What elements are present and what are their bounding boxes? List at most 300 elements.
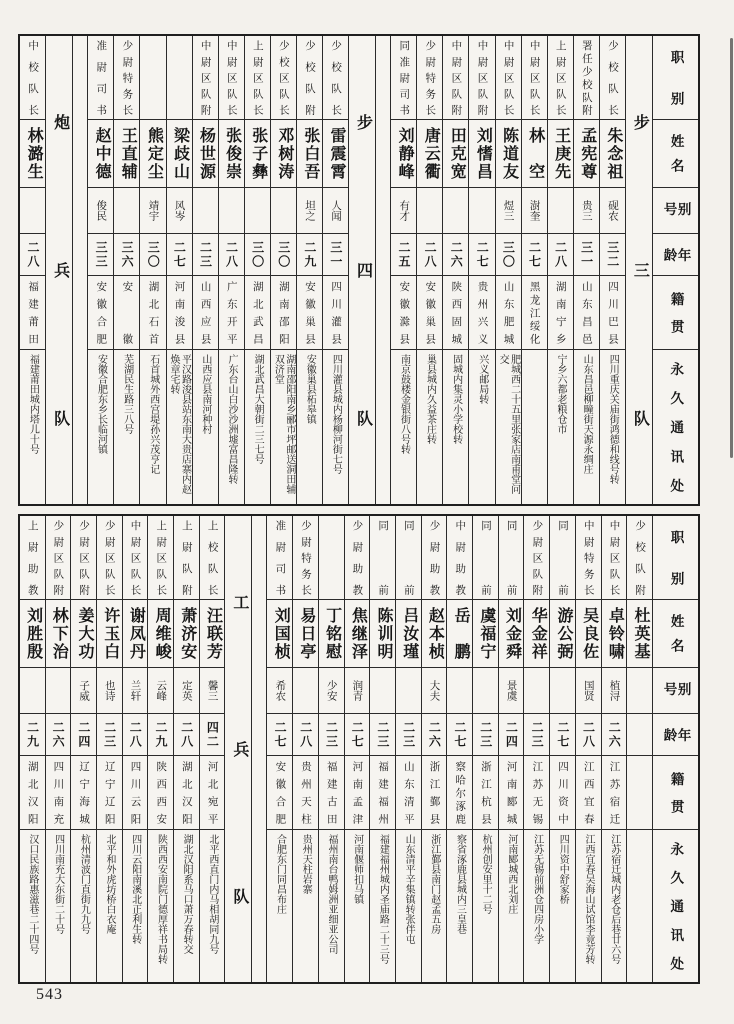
age-cell	[574, 234, 599, 276]
rank-cell	[297, 36, 322, 120]
name-cell-text: 林下治	[50, 607, 68, 660]
name-cell-text: 张子彝	[249, 127, 267, 180]
name-cell	[200, 600, 225, 668]
rank-cell-text: 准尉司书	[95, 40, 107, 115]
address-cell-text: 广东台山白沙沙洲墟富昌隆转	[225, 354, 237, 484]
rank-cell-text: 中尉区队长	[502, 40, 514, 115]
address-cell-text: 浙江鄞县南门赵孟五房	[428, 834, 440, 934]
age-cell	[20, 234, 45, 276]
origin-cell	[267, 756, 292, 830]
alias-cell	[524, 668, 549, 714]
rank-cell	[370, 516, 395, 600]
origin-cell-text: 安徽合肥	[95, 281, 107, 344]
address-cell	[627, 830, 652, 982]
alias-cell	[417, 188, 442, 234]
address-cell-text: 福建福州城内圣庙路二十三号	[377, 834, 389, 964]
name-cell	[114, 120, 139, 188]
header-label: 姓名	[668, 614, 684, 653]
person-column	[369, 516, 395, 982]
alias-cell-text: 风岑	[173, 200, 185, 221]
age-cell	[97, 714, 122, 756]
person-column	[421, 516, 447, 982]
name-cell-text: 田克宽	[448, 127, 466, 180]
age-cell-text: 二三	[102, 720, 117, 749]
age-cell-text: 二七	[172, 240, 187, 269]
age-cell-text: 二六	[449, 240, 464, 269]
origin-cell	[499, 756, 524, 830]
alias-cell-text: 兰轩	[129, 680, 141, 701]
person-column	[192, 36, 218, 504]
address-cell	[20, 830, 45, 982]
age-cell-text: 二三	[324, 720, 339, 749]
age-cell-text: 二七	[350, 720, 365, 749]
origin-cell	[496, 276, 521, 350]
name-cell-text: 王庚先	[552, 127, 570, 180]
age-cell-text: 二三	[530, 720, 545, 749]
name-cell	[46, 600, 71, 668]
age-cell-text: 二八	[128, 720, 143, 749]
header-cell	[653, 120, 698, 188]
origin-cell	[323, 276, 348, 350]
age-cell-text: 三〇	[276, 240, 291, 269]
name-cell	[123, 600, 148, 668]
field-header-column	[652, 516, 698, 982]
person-column	[442, 36, 468, 504]
name-cell-text: 刘愭昌	[474, 127, 492, 180]
person-column	[318, 516, 344, 982]
age-cell-text: 三一	[328, 240, 343, 269]
alias-cell	[245, 188, 270, 234]
origin-cell-text: 察哈尔涿鹿	[454, 761, 466, 824]
name-cell-text: 邓树涛	[275, 127, 293, 180]
name-cell	[370, 600, 395, 668]
person-column	[218, 36, 244, 504]
rank-cell-text: 中校队长	[27, 40, 39, 115]
age-cell-text: 三〇	[250, 240, 265, 269]
age-cell-text: 三一	[579, 240, 594, 269]
name-cell	[267, 600, 292, 668]
origin-cell	[123, 756, 148, 830]
address-cell-text: 四川云阳南溪北正利生转	[129, 834, 141, 944]
person-column	[498, 516, 524, 982]
address-cell-text: 安徽巢县柘皋镇	[304, 354, 316, 424]
address-cell	[550, 830, 575, 982]
origin-cell-text: 山东肥城	[502, 281, 514, 344]
age-cell	[245, 234, 270, 276]
address-cell	[245, 350, 270, 504]
rank-cell-text: 少尉区队长	[103, 520, 115, 595]
alias-cell	[219, 188, 244, 234]
address-cell-text: 江苏宿迁城内老仓后巷廿六号	[608, 834, 620, 964]
alias-cell	[123, 668, 148, 714]
age-cell	[499, 714, 524, 756]
origin-cell	[167, 276, 192, 350]
age-cell-text: 二八	[553, 240, 568, 269]
address-cell-text: 福建莆田城内塔儿十号	[27, 354, 39, 454]
origin-cell-text: 辽宁辽阳	[103, 761, 115, 824]
rank-cell-text: 同准尉司书	[398, 40, 410, 115]
age-cell	[370, 714, 395, 756]
age-cell-text: 二七	[273, 720, 288, 749]
age-cell-text: 二三	[478, 720, 493, 749]
person-column	[416, 36, 442, 504]
alias-cell	[193, 188, 218, 234]
origin-cell	[391, 276, 416, 350]
page-number: 543	[36, 986, 63, 1003]
address-cell-text: 兴义邮局转	[476, 354, 488, 404]
alias-cell	[167, 188, 192, 234]
header-label: 职别	[668, 50, 684, 105]
address-cell	[319, 830, 344, 982]
origin-cell	[370, 756, 395, 830]
name-cell	[443, 120, 468, 188]
name-cell-text: 陈道友	[500, 127, 518, 180]
name-cell-text: 刘静峰	[396, 127, 414, 180]
age-cell-text: 二九	[153, 720, 168, 749]
origin-cell	[97, 756, 122, 830]
age-cell	[267, 714, 292, 756]
rank-cell-text: 上校队长	[206, 520, 218, 595]
person-column	[495, 36, 521, 504]
origin-cell	[114, 276, 139, 350]
person-column	[468, 36, 494, 504]
header-cell	[653, 668, 698, 714]
person-column	[199, 516, 225, 982]
age-cell	[447, 714, 472, 756]
name-cell-text: 陈训明	[375, 607, 393, 660]
address-cell-text: 湖北汉阳系马口萧万春转交	[181, 834, 193, 954]
age-cell-text: 三三	[94, 240, 109, 269]
header-cell	[653, 516, 698, 600]
address-cell	[174, 830, 199, 982]
address-cell	[422, 830, 447, 982]
origin-cell-text: 四川灌县	[330, 281, 342, 344]
address-cell	[443, 350, 468, 504]
name-cell-text: 唐云衢	[422, 127, 440, 180]
person-column	[446, 516, 472, 982]
alias-cell-text: 植浔	[608, 680, 620, 701]
origin-cell-text: 福建福州	[377, 761, 389, 824]
rank-cell	[600, 36, 625, 120]
alias-cell	[600, 188, 625, 234]
origin-cell	[174, 756, 199, 830]
age-cell	[46, 714, 71, 756]
name-cell	[422, 600, 447, 668]
section-label-column	[45, 36, 72, 504]
address-cell	[576, 830, 601, 982]
address-cell	[293, 830, 318, 982]
rank-cell	[574, 36, 599, 120]
name-cell-text: 张俊崇	[223, 127, 241, 180]
address-cell	[271, 350, 296, 504]
alias-cell-text: 坦之	[304, 200, 316, 221]
name-cell	[600, 120, 625, 188]
age-cell-text: 三〇	[146, 240, 161, 269]
alias-cell	[522, 188, 547, 234]
origin-cell-text: 河南孟津	[351, 761, 363, 824]
alias-cell	[140, 188, 165, 234]
age-cell-text: 二六	[51, 720, 66, 749]
rank-cell	[293, 516, 318, 600]
alias-cell	[548, 188, 573, 234]
address-cell-text: 北平西直门内马相胡同九号	[206, 834, 218, 954]
alias-cell	[114, 188, 139, 234]
person-column	[244, 36, 270, 504]
rank-cell	[20, 516, 45, 600]
alias-cell	[396, 668, 421, 714]
alias-cell	[496, 188, 521, 234]
origin-cell-text: 黑龙江绥化	[528, 281, 540, 344]
origin-cell	[600, 276, 625, 350]
origin-cell-text: 安徽巢县	[424, 281, 436, 344]
address-cell-text: 四川灌县城内杨柳河街七号	[330, 354, 342, 474]
age-cell-text: 二七	[453, 720, 468, 749]
origin-cell	[293, 756, 318, 830]
alias-cell	[20, 188, 45, 234]
address-cell	[323, 350, 348, 504]
age-cell-text: 二八	[224, 240, 239, 269]
rank-cell	[524, 516, 549, 600]
address-cell-text: 固城内集灵小学校转	[450, 354, 462, 444]
address-cell	[524, 830, 549, 982]
name-cell-text: 刘国桢	[272, 607, 290, 660]
header-cell	[653, 600, 698, 668]
origin-cell	[88, 276, 113, 350]
rank-cell-text: 上尉区队长	[554, 40, 566, 115]
address-cell	[469, 350, 494, 504]
name-cell-text: 赵本桢	[426, 607, 444, 660]
name-cell	[499, 600, 524, 668]
age-cell-text: 二六	[427, 720, 442, 749]
rank-cell-text: 同前	[479, 520, 491, 595]
alias-cell	[422, 668, 447, 714]
name-cell-text: 吴良佐	[580, 607, 598, 660]
rank-cell	[522, 36, 547, 120]
address-cell-text: 贵州天柱岩寨	[300, 834, 312, 894]
rank-cell	[97, 516, 122, 600]
origin-cell-text: 山东昌邑	[580, 281, 592, 344]
name-cell-text: 焦继泽	[349, 607, 367, 660]
origin-cell-text: 湖南宁乡	[554, 281, 566, 344]
address-cell	[548, 350, 573, 504]
age-cell-text: 二三	[198, 240, 213, 269]
age-cell	[167, 234, 192, 276]
address-cell-text: 陕西西安南院门德厚祥书局转	[155, 834, 167, 964]
person-column	[390, 36, 416, 504]
header-label: 籍贯	[668, 292, 684, 333]
address-cell-text: 察省涿鹿县城内三皇巷	[454, 834, 466, 934]
origin-cell-text: 安徽巢县	[304, 281, 316, 344]
rank-cell-text: 少校队附	[634, 520, 646, 595]
name-cell	[20, 120, 45, 188]
person-column	[139, 36, 165, 504]
name-cell	[550, 600, 575, 668]
name-cell-text: 张白吾	[301, 127, 319, 180]
header-label: 别号	[661, 202, 691, 216]
origin-cell-text: 湖北石首	[147, 281, 159, 344]
header-cell	[653, 36, 698, 120]
alias-cell-text: 景虞	[505, 680, 517, 701]
header-cell	[653, 830, 698, 982]
name-cell	[473, 600, 498, 668]
header-cell	[653, 350, 698, 504]
name-cell	[271, 120, 296, 188]
person-column	[547, 36, 573, 504]
name-cell-text: 游公弼	[554, 607, 572, 660]
address-cell-text: 汉口民族路惠滋巷二十四号	[26, 834, 38, 954]
origin-cell	[319, 756, 344, 830]
name-cell-text: 梁歧山	[171, 127, 189, 180]
age-cell-text: 二七	[527, 240, 542, 269]
person-column	[573, 36, 599, 504]
alias-cell	[627, 668, 652, 714]
rank-cell-text: 中尉区队附	[476, 40, 488, 115]
rank-cell-text: 少尉区队附	[78, 520, 90, 595]
person-column	[45, 516, 71, 982]
person-column	[266, 516, 292, 982]
rank-cell	[174, 516, 199, 600]
alias-cell	[88, 188, 113, 234]
header-label: 永久通讯处	[668, 362, 684, 492]
rank-cell	[391, 36, 416, 120]
origin-cell-text: 安徽滁县	[398, 281, 410, 344]
address-cell	[370, 830, 395, 982]
rank-cell-text: 少尉区队附	[52, 520, 64, 595]
name-cell-text: 许玉白	[101, 607, 119, 660]
alias-cell-text: 有才	[398, 200, 410, 221]
age-cell	[600, 234, 625, 276]
age-cell-text: 二七	[475, 240, 490, 269]
address-cell	[391, 350, 416, 504]
age-cell-text: 三六	[120, 240, 135, 269]
origin-cell	[443, 276, 468, 350]
age-cell	[148, 714, 173, 756]
age-cell-text: 二八	[581, 720, 596, 749]
origin-cell-text: 浙江鄞县	[428, 761, 440, 824]
origin-cell	[20, 276, 45, 350]
alias-cell	[267, 668, 292, 714]
alias-cell	[499, 668, 524, 714]
address-cell	[496, 350, 521, 504]
age-cell-text: 二九	[302, 240, 317, 269]
rank-cell	[576, 516, 601, 600]
origin-cell-text: 四川云阳	[129, 761, 141, 824]
section-label-column	[224, 516, 251, 982]
name-cell-text: 丁铭慰	[323, 607, 341, 660]
alias-cell	[574, 188, 599, 234]
origin-cell	[524, 756, 549, 830]
rank-cell-text: 署任少校队附	[580, 40, 592, 115]
origin-cell-text: 安徽合肥	[274, 761, 286, 824]
header-label: 永久通讯处	[668, 842, 684, 970]
rank-cell	[88, 36, 113, 120]
address-cell	[148, 830, 173, 982]
age-cell	[627, 714, 652, 756]
address-cell	[97, 830, 122, 982]
name-cell	[71, 600, 96, 668]
rank-cell	[627, 516, 652, 600]
alias-cell	[293, 668, 318, 714]
name-cell	[293, 600, 318, 668]
origin-cell-text: 江西宜春	[582, 761, 594, 824]
name-cell	[469, 120, 494, 188]
rank-cell	[496, 36, 521, 120]
alias-cell-text: 靖宇	[147, 200, 159, 221]
person-column	[322, 36, 348, 504]
name-cell	[88, 120, 113, 188]
age-cell	[396, 714, 421, 756]
field-header-column	[652, 36, 698, 504]
age-cell	[602, 714, 627, 756]
origin-cell	[576, 756, 601, 830]
rank-cell-text: 少校队长	[330, 40, 342, 115]
address-cell-text: 四川重庆关庙街鸿德和线号转	[607, 354, 619, 484]
scan-edge-artifact	[730, 38, 733, 458]
person-column	[70, 516, 96, 982]
person-column	[122, 516, 148, 982]
address-cell-text: 平汉路浚县站东南大贵店寨内赵焕章宅转	[168, 354, 191, 494]
alias-cell	[297, 188, 322, 234]
age-cell-text: 二八	[179, 720, 194, 749]
address-cell	[114, 350, 139, 504]
address-cell-text: 河南郾城西北刘庄	[505, 834, 517, 914]
address-cell-text: 四川资中舒家桥	[557, 834, 569, 904]
person-column	[87, 36, 113, 504]
rank-cell	[71, 516, 96, 600]
name-cell	[245, 120, 270, 188]
name-cell-text: 熊定尘	[145, 127, 163, 180]
address-cell-text: 宁乡六都老粮仓市	[555, 354, 567, 434]
name-cell-text: 华金祥	[529, 607, 547, 660]
address-cell-text: 湖南邵阳南乡郦市坪邮送洞田辅双济堂	[272, 354, 295, 494]
name-cell	[524, 600, 549, 668]
origin-cell	[245, 276, 270, 350]
age-cell-text: 二七	[555, 720, 570, 749]
name-cell	[319, 600, 344, 668]
origin-cell	[522, 276, 547, 350]
address-cell-text: 山东昌邑柳疃街天源永绸庄	[581, 354, 593, 474]
rank-cell	[422, 516, 447, 600]
age-cell-text: 三二	[605, 240, 620, 269]
rank-cell-text: 少尉区队附	[531, 520, 543, 595]
origin-cell	[422, 756, 447, 830]
alias-cell-text: 俊民	[95, 200, 107, 221]
alias-cell	[97, 668, 122, 714]
address-cell	[167, 350, 192, 504]
age-cell	[293, 714, 318, 756]
origin-cell	[447, 756, 472, 830]
alias-cell-text: 贵三	[580, 200, 592, 221]
origin-cell	[219, 276, 244, 350]
alias-cell	[602, 668, 627, 714]
person-column	[472, 516, 498, 982]
origin-cell	[148, 756, 173, 830]
rank-cell	[447, 516, 472, 600]
name-cell-text: 谢凤丹	[127, 607, 145, 660]
alias-cell	[391, 188, 416, 234]
spacer-column	[251, 516, 266, 982]
name-cell-text: 雷震霄	[328, 127, 345, 180]
name-cell-text: 刘胜殷	[24, 607, 42, 660]
header-cell	[653, 756, 698, 830]
origin-cell-text: 陕西固城	[450, 281, 462, 344]
alias-cell-text: 大夫	[428, 680, 440, 701]
name-cell	[167, 120, 192, 188]
alias-cell-text: 希农	[274, 680, 286, 701]
name-cell-text: 王直辅	[119, 127, 137, 180]
name-cell-text: 萧济安	[178, 607, 196, 660]
age-cell	[20, 714, 45, 756]
